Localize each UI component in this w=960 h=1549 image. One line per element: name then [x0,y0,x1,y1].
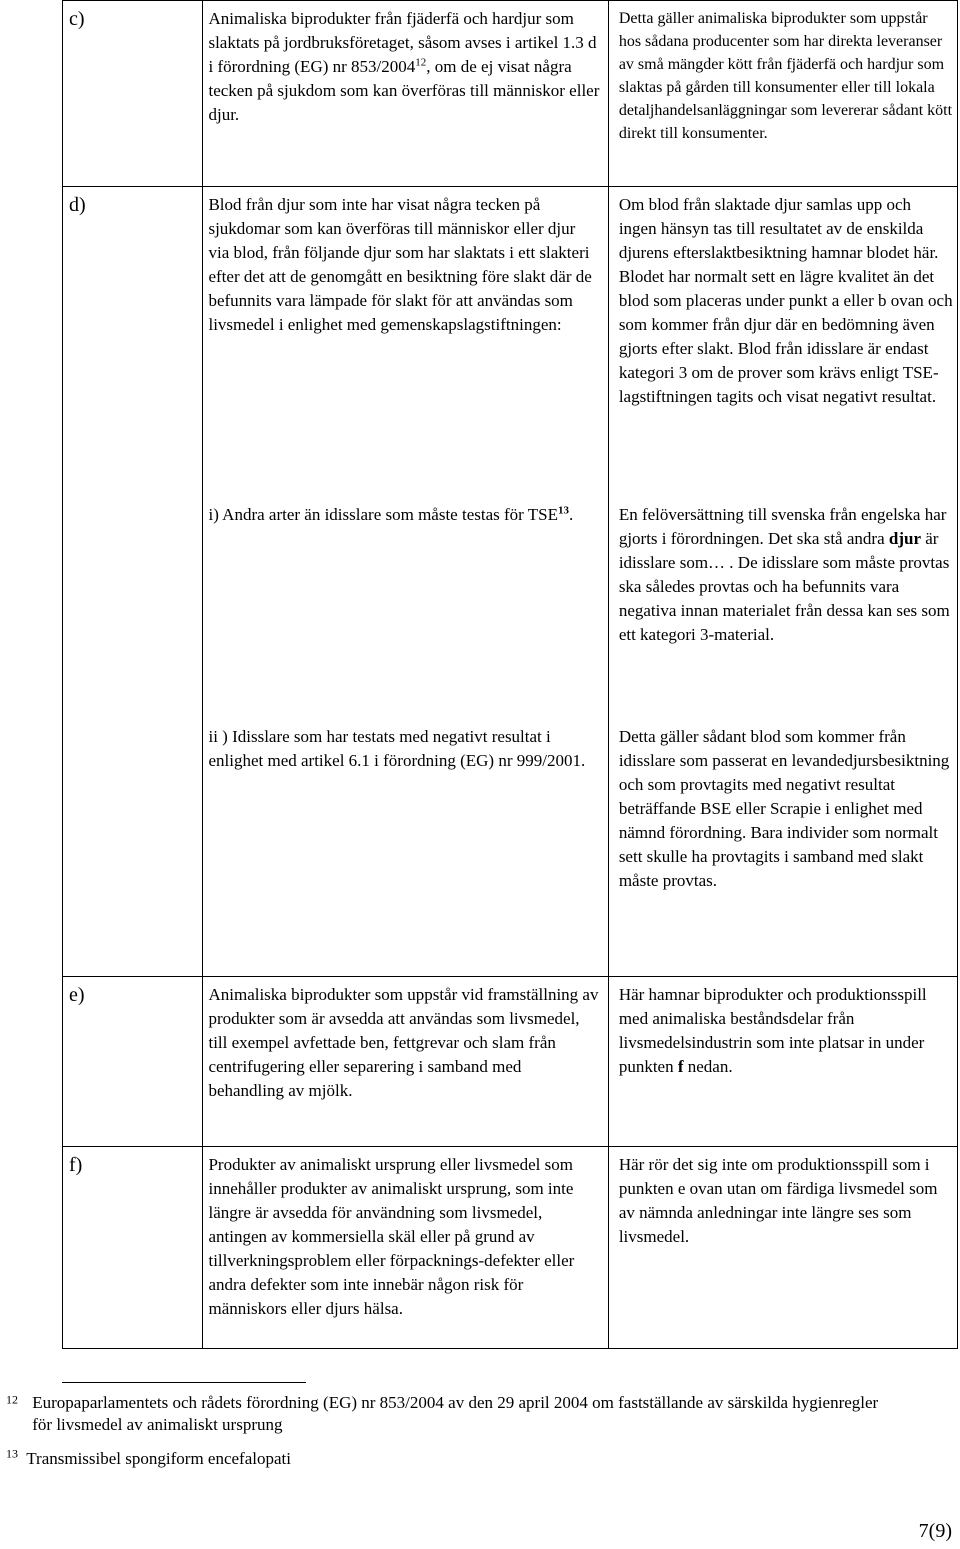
row-d [63,187,958,977]
sub-i-comment-bold: djur [888,529,921,548]
footnote-12-text: Europaparlamentets och rådets förordning (EG) nr 853/2004 av den 29 april 2004 om fastställande av särskilda hygienregler för livsmedel av animaliskt ursprung [32,1393,879,1434]
sub-i-label-end: . [568,505,574,524]
row-d-main-text: Blod från djur som inte har visat några tecken på sjukdomar som kan överföras till människor eller djur via blod, från följande djur som har slaktats i ett slakteri efter det att de genomgått en besiktning före slakt där de befunnits vara lämpade för slakt för att användas som livsmedel i enlighet med gemenskapslagstiftningen: [208,195,592,334]
row-f-letter: f) [63,1147,203,1349]
row-e-comment-text-cont: nedan. [683,1057,733,1076]
footnote-ref-13[interactable]: 13 [557,504,569,517]
row-e-comment-bold: f [677,1057,684,1076]
row-c-description-text-cont: , om de ej visat några tecken på sjukdom som kan överföras till människor eller djur. [208,57,600,124]
row-c-description-text: Animaliska biprodukter från fjäderfä och hardjur som slaktats på jordbruksföretaget, såsom avses i artikel 1.3 d i förordning (EG) nr 853/2004 [208,9,597,76]
footnote-12-number: 12 [6,1392,18,1407]
row-d-description [203,187,608,977]
sub-i-comment-text: En felöversättning till svenska från engelska har gjorts i förordningen. Det ska stå [618,505,947,548]
row-e-description: Animaliska biprodukter som uppstår vid framställning av produkter som är avsedda att användas som livsmedel, till exempel avfettade ben, fettgrevar och slam från centrifugering eller separering i samband med behandling av mjölk. [203,977,608,1147]
row-e-comment [608,977,957,1147]
footnote-13 [6,1448,906,1470]
footnote-13-number: 13 [6,1446,18,1461]
regulation-table [62,0,958,1349]
row-e-letter: e) [63,977,203,1147]
row-c-letter: c) [63,1,203,187]
sub-i-comment-quote: andra [846,529,889,548]
row-f-description: Produkter av animaliskt ursprung eller livsmedel som innehåller produkter av animaliskt ursprung, som inte längre är avsedda för användning som livsmedel, antingen av kommersiella skäl eller på grund av tillverkningsproblem eller förpacknings-defekter eller andra defekter som inte innebär någon risk för människors eller djurs hälsa. [203,1147,608,1349]
sub-i-comment-text-cont: är idisslare som… . De idisslare som måste provtas ska således provtas och ha befunnits vara negativa innan materialet från dessa kan ses som ett kategori 3-material. [618,529,950,644]
footnote-separator [62,1382,306,1383]
row-d-sub-ii-text: ii ) Idisslare som har testats med negativt resultat i enlighet med artikel 6.1 i förordning (EG) nr 999/2001. [208,727,586,770]
footnote-12 [6,1394,906,1436]
footnote-ref-12[interactable]: 12 [415,56,427,69]
row-c-description [203,1,608,187]
row-e-comment-text: Här hamnar biprodukter och produktionsspill med animaliska beståndsdelar från livsmedelsindustrin som inte platsar in under punkten [618,985,927,1076]
row-d-main-comment: Om blod från slaktade djur samlas upp och ingen hänsyn tas till resultatet av de enskilda djurens efterslaktbesiktning hamnar blodet här. Blodet har normalt sett en lägre kvalitet än det blod som placeras under punkt a eller b ovan och som kommer från djur där en bedömning även gjorts efter slakt. Blod från idisslare är endast kategori 3 om de prover som krävs enligt TSE-lagstiftningen tagits och visat negativt resultat. [618,195,953,406]
row-f-comment: Här rör det sig inte om produktionsspill som i punkten e ovan utan om färdiga livsmedel som av nämnda anledningar inte längre ses som livsmedel. [608,1147,957,1349]
row-d-sub-i-text [208,503,599,725]
row-d-letter: d) [63,187,203,977]
row-d-sub-i-comment [619,503,953,725]
row-c [63,1,958,187]
sub-i-label: i) Andra arter än idisslare som måste testas för TSE [208,505,558,524]
row-d-sub-ii-comment: Detta gäller sådant blod som kommer från idisslare som passerat en levandedjursbesiktning och som provtagits med negativt resultat beträffande BSE eller Scrapie i enlighet med nämnd förordning. Bara individer som normalt sett skulle ha provtagits i samband med slakt måste provtas. [618,727,950,890]
footnote-13-text: Transmissibel spongiform encefalopati [26,1449,291,1468]
row-c-comment: Detta gäller animaliska biprodukter som uppstår hos sådana producenter som har direkta leveranser av små mängder kött från fjäderfä och hardjur som slaktas på gården till konsumenter eller till lokala detaljhandelsanläggningar som levererar sådant kött direkt till konsumenter. [608,1,957,187]
page-number: 7(9) [918,1520,952,1542]
row-f [63,1147,958,1349]
row-e [63,977,958,1147]
row-d-comment [608,187,957,977]
